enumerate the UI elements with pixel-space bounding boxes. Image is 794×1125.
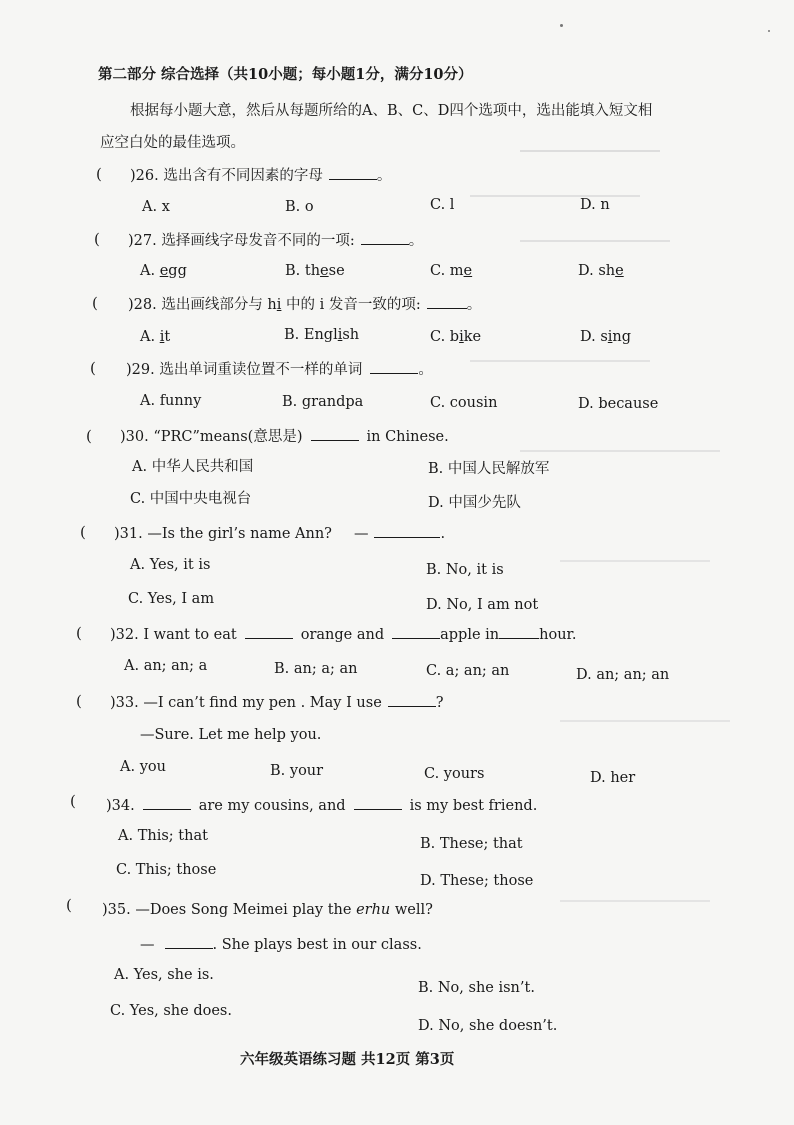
option-30-b: B. 中国人民解放军 xyxy=(428,461,550,477)
option-33-a: A. you xyxy=(120,759,166,775)
option-31-c: C. Yes, I am xyxy=(128,591,215,607)
option-30-a: A. 中华人民共和国 xyxy=(132,459,254,475)
bleed-through-mark xyxy=(470,360,650,362)
option-32-d: D. an; an; an xyxy=(576,667,670,683)
answer-blank[interactable] xyxy=(354,796,402,810)
option-29-c: C. cousin xyxy=(430,395,498,411)
option-30-d: D. 中国少先队 xyxy=(428,495,521,511)
question-33-response: —Sure. Let me help you. xyxy=(140,727,322,743)
question-27-text: )27. 选择画线字母发音不同的一项: xyxy=(128,233,355,249)
bleed-through-mark xyxy=(520,450,720,452)
answer-paren-26: ( xyxy=(96,165,102,183)
question-26-text: )26. 选出含有不同因素的字母 xyxy=(130,168,323,184)
option-32-b: B. an; a; an xyxy=(274,661,358,677)
answer-blank[interactable] xyxy=(165,935,213,949)
answer-paren-29: ( xyxy=(90,359,96,377)
option-35-c: C. Yes, she does. xyxy=(110,1003,232,1019)
option-32-c: C. a; an; an xyxy=(426,663,510,679)
option-31-d: D. No, I am not xyxy=(426,597,539,613)
question-35-line-2: — . She plays best in our class. xyxy=(140,937,422,953)
answer-blank[interactable] xyxy=(311,427,359,441)
answer-paren-28: ( xyxy=(92,294,98,312)
answer-blank[interactable] xyxy=(370,360,418,374)
bleed-through-mark xyxy=(470,195,640,197)
dust-speck xyxy=(560,24,563,27)
dust-speck xyxy=(768,30,770,32)
option-28-c: C. bike xyxy=(430,329,482,345)
answer-blank[interactable] xyxy=(329,166,377,180)
option-33-c: C. yours xyxy=(424,766,485,782)
question-26-stem xyxy=(130,166,391,185)
question-34-stem: )34. are my cousins, and is my best friend. xyxy=(106,798,538,814)
instruction-line-2: 应空白处的最佳选项。 xyxy=(100,135,245,151)
question-33-stem: )33. —I can’t find my pen . May I use ? xyxy=(110,695,444,711)
bleed-through-mark xyxy=(520,240,670,242)
option-26-d: D. n xyxy=(580,197,610,213)
answer-paren-31: ( xyxy=(80,523,86,541)
option-31-b: B. No, it is xyxy=(426,562,504,578)
option-32-a: A. an; an; a xyxy=(124,658,208,674)
question-32-stem: )32. I want to eat orange and apple in hour. xyxy=(110,627,577,643)
question-29-stem: )29. 选出单词重读位置不一样的单词 。 xyxy=(126,362,433,378)
option-34-a: A. This; that xyxy=(118,828,208,844)
answer-blank[interactable] xyxy=(427,295,467,309)
option-29-a: A. funny xyxy=(140,393,202,409)
answer-blank[interactable] xyxy=(499,625,539,639)
option-34-c: C. This; those xyxy=(116,862,217,878)
option-29-d: D. because xyxy=(578,396,659,412)
answer-paren-32: ( xyxy=(76,624,82,642)
bleed-through-mark xyxy=(560,720,730,722)
option-26-b: B. o xyxy=(285,199,314,215)
question-27-end: 。 xyxy=(408,233,424,249)
option-27-c: C. me xyxy=(430,263,473,279)
answer-paren-27: ( xyxy=(94,230,100,248)
option-35-d: D. No, she doesn’t. xyxy=(418,1018,558,1034)
answer-blank[interactable] xyxy=(388,693,436,707)
answer-blank[interactable] xyxy=(361,231,409,245)
option-27-d: D. she xyxy=(578,263,624,279)
answer-paren-30: ( xyxy=(86,427,92,445)
answer-blank[interactable] xyxy=(392,625,440,639)
instruction-line-1: 根据每小题大意，然后从每题所给的A、B、C、D四个选项中，选出能填入短文相 xyxy=(130,103,653,119)
question-31-stem: )31. —Is the girl’s name Ann? — . xyxy=(114,526,446,542)
option-31-a: A. Yes, it is xyxy=(130,557,211,573)
question-27-stem xyxy=(128,231,423,250)
option-34-b: B. These; that xyxy=(420,836,523,852)
option-27-a: A. egg xyxy=(140,263,187,279)
question-28-stem: )28. 选出画线部分与 hi 中的 i 发音一致的项: 。 xyxy=(128,297,482,313)
question-26-end: 。 xyxy=(376,168,392,184)
option-28-d: D. sing xyxy=(580,329,632,345)
question-30-stem: )30. “PRC”means(意思是) in Chinese. xyxy=(120,429,449,445)
answer-blank[interactable] xyxy=(245,625,293,639)
answer-paren-35: ( xyxy=(66,896,72,914)
option-33-d: D. her xyxy=(590,770,636,786)
option-28-b: B. English xyxy=(284,327,360,343)
section-title: 第二部分 综合选择（共10小题；每小题1分，满分10分） xyxy=(98,66,473,83)
question-35-stem: )35. —Does Song Meimei play the erhu well? xyxy=(102,902,433,918)
option-35-b: B. No, she isn’t. xyxy=(418,980,535,996)
bleed-through-mark xyxy=(560,560,710,562)
option-26-a: A. x xyxy=(142,199,170,215)
bleed-through-mark xyxy=(560,900,710,902)
option-35-a: A. Yes, she is. xyxy=(114,967,214,983)
page-footer: 六年级英语练习题 共12页 第3页 xyxy=(240,1051,455,1068)
option-26-c: C. l xyxy=(430,197,455,213)
answer-blank[interactable] xyxy=(374,524,440,538)
option-27-b: B. these xyxy=(285,263,345,279)
answer-paren-33: ( xyxy=(76,692,82,710)
bleed-through-mark xyxy=(520,150,660,152)
option-30-c: C. 中国中央电视台 xyxy=(130,491,252,507)
answer-blank[interactable] xyxy=(143,796,191,810)
answer-paren-34: ( xyxy=(70,792,76,810)
option-33-b: B. your xyxy=(270,763,324,779)
option-28-a: A. it xyxy=(140,329,171,345)
option-34-d: D. These; those xyxy=(420,873,534,889)
option-29-b: B. grandpa xyxy=(282,394,364,410)
